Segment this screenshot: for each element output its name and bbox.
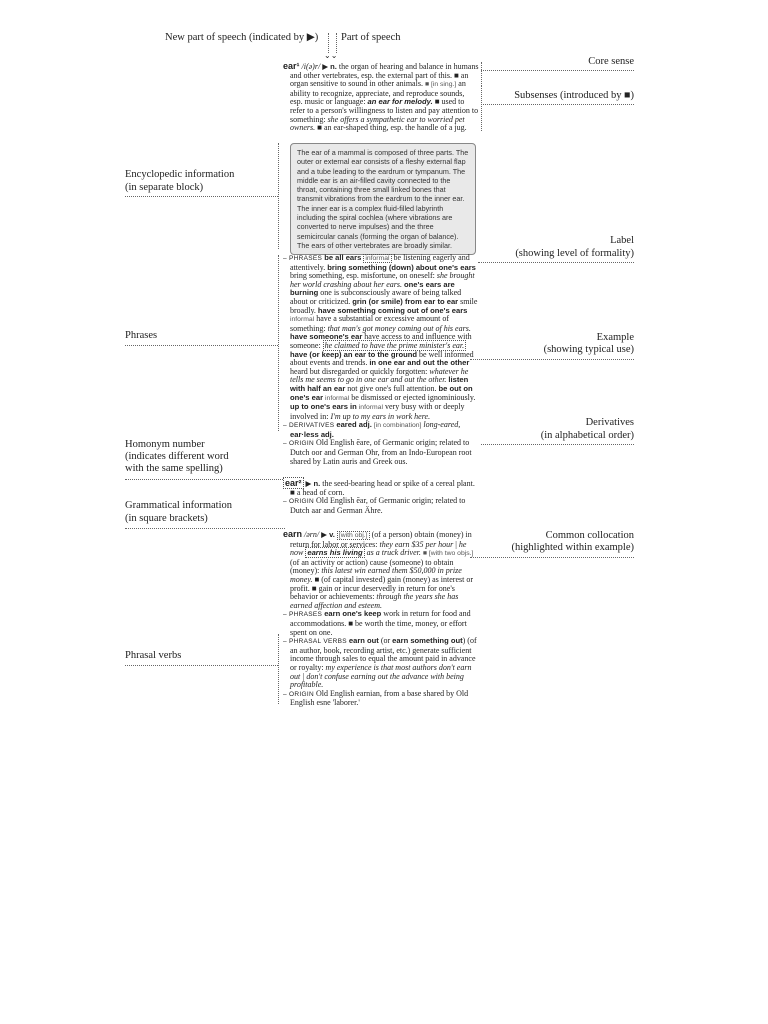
phrasal-verbs-leader bbox=[125, 665, 278, 666]
phrase-example: he claimed to have the prime minister's ear. bbox=[324, 340, 465, 350]
origin-tag: – ORIGIN bbox=[283, 440, 314, 448]
phrase: bring something (down) about one's ears bbox=[327, 262, 476, 272]
phrase: have someone's ear bbox=[290, 332, 363, 342]
core-sense-label: Core sense bbox=[588, 56, 634, 67]
phrase-definition: be well informed about events and trends. bbox=[290, 349, 474, 368]
phrase: have something coming out of one's ears bbox=[317, 305, 468, 315]
sense-1-example-c: as a truck driver. bbox=[366, 548, 421, 558]
part-of-speech: ▶ n. bbox=[305, 479, 321, 488]
phrasal-verbs-label: Phrasal verbs bbox=[125, 650, 182, 661]
sense-2-example: this latest win earned them $50,000 in prize money. bbox=[290, 566, 462, 584]
collocation: earns his living bbox=[307, 548, 363, 558]
origin-tag: – ORIGIN bbox=[283, 690, 314, 698]
formality-label: informal bbox=[325, 394, 350, 402]
homonym-label-2: (indicates different word bbox=[125, 451, 229, 462]
phrases-leader bbox=[125, 345, 278, 346]
example-label-1: Example bbox=[596, 332, 634, 343]
derivatives-tag: – DERIVATIVES bbox=[283, 422, 335, 430]
phrase-definition: very busy with or deeply involved in: bbox=[290, 402, 465, 421]
example-label-2: (showing typical use) bbox=[543, 344, 634, 355]
phrase: be out on one's ear bbox=[290, 383, 473, 402]
encyclopedic-block: The ear of a mammal is composed of three parts. The outer or external ear consists of a fleshy external flap and a tube leading to the eardrum or tympanum. The middle ear is an air-filled cavity connected to the throat, containing three small linked bones that transmit vibrations from the eardrum to the inner ear. The inner ear is a complex fluid-filled labyrinth including the spiral cochlea (where vibrations are converted to nerve impulses) and the three semicircular canals (forming the organ of balance). The ears of other vertebrates are broadly similar. bbox=[290, 143, 476, 255]
phrasal-verb-definition: ) (of an author, book, recording artist, etc.) generate sufficient income through sales to equal the amount paid in advance or royalty: bbox=[290, 636, 477, 672]
sense-1-example-b: he now bbox=[290, 539, 467, 558]
derivatives-leader bbox=[481, 444, 634, 445]
label-leader bbox=[478, 262, 634, 263]
subsense-3-example: she offers a sympathetic ear to worried pet owners. bbox=[290, 114, 465, 133]
phrase-definition: heard but disregarded or quickly forgotten: bbox=[290, 366, 428, 376]
phrase: up to one's ears in bbox=[290, 402, 357, 412]
derivative-example: long-eared, bbox=[423, 420, 461, 430]
phrasal-verb-or: (or bbox=[380, 636, 391, 646]
phrasal-verb: earn out bbox=[348, 636, 379, 646]
grammar-tag: ■ [in sing.] bbox=[424, 81, 457, 89]
collocation-label-2: (highlighted within example) bbox=[511, 542, 634, 553]
phrase-definition: work in return for food and accommodations. ■ be worth the time, money, or effort spent on one. bbox=[290, 609, 471, 637]
phrasal-verbs-tag: – PHRASAL VERBS bbox=[283, 638, 347, 646]
homonym-label-1: Homonym number bbox=[125, 439, 205, 450]
phrase: in one ear and out the other bbox=[369, 358, 470, 368]
pronunciation: /i(ə)r/ bbox=[301, 62, 321, 71]
example-leader bbox=[470, 359, 634, 360]
phrase: earn one's keep bbox=[324, 609, 382, 619]
encyclopedic-leader bbox=[125, 196, 278, 197]
homonym-label-3: with the same spelling) bbox=[125, 463, 223, 474]
headword-ear1: ear¹ bbox=[283, 61, 300, 71]
sense-3-example: through the years she has earned affection and esteem. bbox=[290, 592, 459, 610]
phrase-definition: be listening eagerly and attentively. bbox=[290, 253, 470, 272]
phrasal-verbs-bracket bbox=[278, 634, 279, 704]
encyclopedic-label-1: Encyclopedic information bbox=[125, 169, 235, 180]
phrasal-verb-example: my experience is that most authors don't earn out | don't confuse earning out the advance with being profitable. bbox=[290, 662, 472, 690]
grammar-tag: [in combination] bbox=[373, 422, 422, 430]
core-sense-bracket bbox=[481, 62, 482, 86]
collocation-label-1: Common collocation bbox=[545, 530, 634, 541]
phrase: one's ears are burning bbox=[290, 279, 455, 298]
formality-label: informal bbox=[358, 404, 383, 412]
phrasal-verb-alt: earn something out bbox=[392, 636, 463, 646]
formality-label: informal bbox=[365, 255, 390, 262]
origin-tag: – ORIGIN bbox=[283, 498, 314, 506]
phrase-definition: not give one's full attention. bbox=[347, 383, 437, 393]
grammar-tag: ■ [with two objs.] bbox=[422, 550, 474, 558]
subsense-1: an organ sensitive to sound in other animals. bbox=[290, 70, 469, 89]
origin-text: Old English ēar, of Germanic origin; related to Dutch aar and German Ähre. bbox=[290, 496, 466, 515]
new-part-of-speech-label: New part of speech (indicated by ▶) bbox=[165, 32, 319, 43]
subsenses-label: Subsenses (introduced by ■) bbox=[514, 90, 634, 101]
phrase: have (or keep) an ear to the ground bbox=[290, 349, 418, 359]
formality-label: informal bbox=[290, 316, 315, 324]
origin-text: Old English ēare, of Germanic origin; related to Dutch oor and German Ohr, from an Indo-European root shared by Latin auris and Greek ous. bbox=[290, 438, 472, 466]
subsenses-leader bbox=[481, 104, 634, 105]
phrase-definition: one is subconsciously aware of being talked about or criticized. bbox=[290, 288, 462, 306]
sense-2: (of an activity or action) cause (someone) to obtain (money): bbox=[290, 557, 454, 576]
subsense-2-example: an ear for melody. bbox=[367, 97, 433, 107]
phrases-tag: – PHRASES bbox=[283, 611, 323, 619]
phrases-block bbox=[283, 254, 479, 466]
collocation-leader bbox=[470, 557, 634, 558]
label-label-1: Label bbox=[610, 235, 634, 246]
phrases-label: Phrases bbox=[125, 330, 158, 341]
part-of-speech: ▶ v. bbox=[321, 530, 335, 539]
sense-3: ■ (of capital invested) gain (money) as interest or profit. ■ gain or incur deservedly in return for one's behavior or achievements: bbox=[290, 574, 473, 602]
subsense-2: an ability to recognize, appreciate, and reproduce sounds, esp. music or language: bbox=[290, 79, 466, 107]
grammatical-label-2: (in square brackets) bbox=[125, 513, 208, 524]
phrase: be all ears bbox=[324, 253, 362, 262]
phrase-example: that man's got money coming out of his ears. bbox=[327, 323, 471, 333]
definition: the seed-bearing head or spike of a cereal plant. ■ a head of corn. bbox=[290, 479, 475, 497]
homonym-leader bbox=[125, 479, 283, 480]
core-sense-leader bbox=[481, 70, 634, 71]
part-of-speech: ▶ n. bbox=[322, 62, 337, 71]
pos-arrows: ⌄⌄ bbox=[324, 51, 338, 60]
phrases-bracket bbox=[278, 255, 279, 431]
phrase: grin (or smile) from ear to ear bbox=[352, 296, 459, 306]
derivative: eared adj. bbox=[336, 420, 372, 430]
core-sense: the organ of hearing and balance in humans and other vertebrates, esp. the external part of this. bbox=[290, 62, 479, 80]
entry-ear2 bbox=[283, 479, 479, 515]
sense-1: (of a person) obtain (money) in return for labor or services: bbox=[290, 530, 472, 549]
phrase-example: whatever he tells me seems to go in one ear and out the other. bbox=[290, 366, 469, 385]
subsense-marker: ■ bbox=[453, 70, 459, 80]
grammar-tag: [with obj.] bbox=[338, 532, 368, 539]
pronunciation: /ərn/ bbox=[304, 530, 320, 539]
part-of-speech-label: Part of speech bbox=[341, 32, 401, 43]
label-label-2: (showing level of formality) bbox=[515, 248, 634, 259]
entry-ear1 bbox=[283, 62, 479, 133]
phrase-definition: have a substantial or excessive amount of something: bbox=[290, 314, 450, 333]
grammatical-leader bbox=[125, 528, 285, 529]
phrase-example: she brought her world crashing about her ears. bbox=[290, 271, 475, 289]
phrase-definition: smile broadly. bbox=[290, 296, 478, 315]
derivatives-label-2: (in alphabetical order) bbox=[540, 430, 634, 441]
phrase-definition: bring something, esp. misfortune, on oneself: bbox=[290, 271, 435, 281]
encyclopedic-bracket bbox=[278, 143, 279, 249]
subsenses-bracket bbox=[481, 86, 482, 131]
derivatives-label-1: Derivatives bbox=[585, 417, 634, 428]
phrase-definition: be dismissed or ejected ignominiously. bbox=[351, 392, 476, 402]
entry-earn: earn /ərn/ ▶ v. [with obj.] (of a person) obtain (money) in return for labor or services: they earn $35 per hour | he now earns his living as a truck driver. ■ [with two objs.] (of an activity or action) cause (someone) to obtain (money): this latest win earned them $50,000 in prize money. ■ (of capital invested) gain (money) as interest or profit. ■ gain or incur deservedly in return for one's behavior or achievements: through the years she has earned affection and esteem. – PHRASES earn one's keep work in return for food and accommodations. ■ be worth the time, money, or effort spent on one. – PHRASAL VERBS earn out (or earn something out) (of an author, book, recording artist, etc.) generate sufficient income through sales to equal the amount paid in advance or royalty: my experience is that most authors don't earn out | don't confuse earning out the advance with being profitable. – ORIGIN Old English earnian, from a base shared by Old English esne 'laborer.' bbox=[283, 529, 477, 708]
sense-1-example: they earn $35 per hour bbox=[379, 539, 454, 549]
phrases-tag: – PHRASES bbox=[283, 255, 323, 262]
subsense-4: ■ an ear-shaped thing, esp. the handle of a jug. bbox=[317, 123, 467, 133]
phrase-definition: have access to and influence with someone: bbox=[290, 332, 472, 350]
encyclopedic-label-2: (in separate block) bbox=[125, 182, 204, 193]
origin-text: Old English earnian, from a base shared by Old English esne 'laborer.' bbox=[290, 688, 469, 708]
derivative: ear·less adj. bbox=[290, 429, 334, 439]
headword-ear2: ear² bbox=[285, 478, 302, 488]
headword-earn: earn bbox=[283, 529, 303, 539]
grammatical-label-1: Grammatical information bbox=[125, 500, 233, 511]
subsense-3: ■ used to refer to a person's willingness to listen and pay attention to something: bbox=[290, 97, 479, 124]
phrase-example: I'm up to my ears in work here. bbox=[330, 411, 431, 421]
phrase: listen with half an ear bbox=[290, 375, 469, 393]
